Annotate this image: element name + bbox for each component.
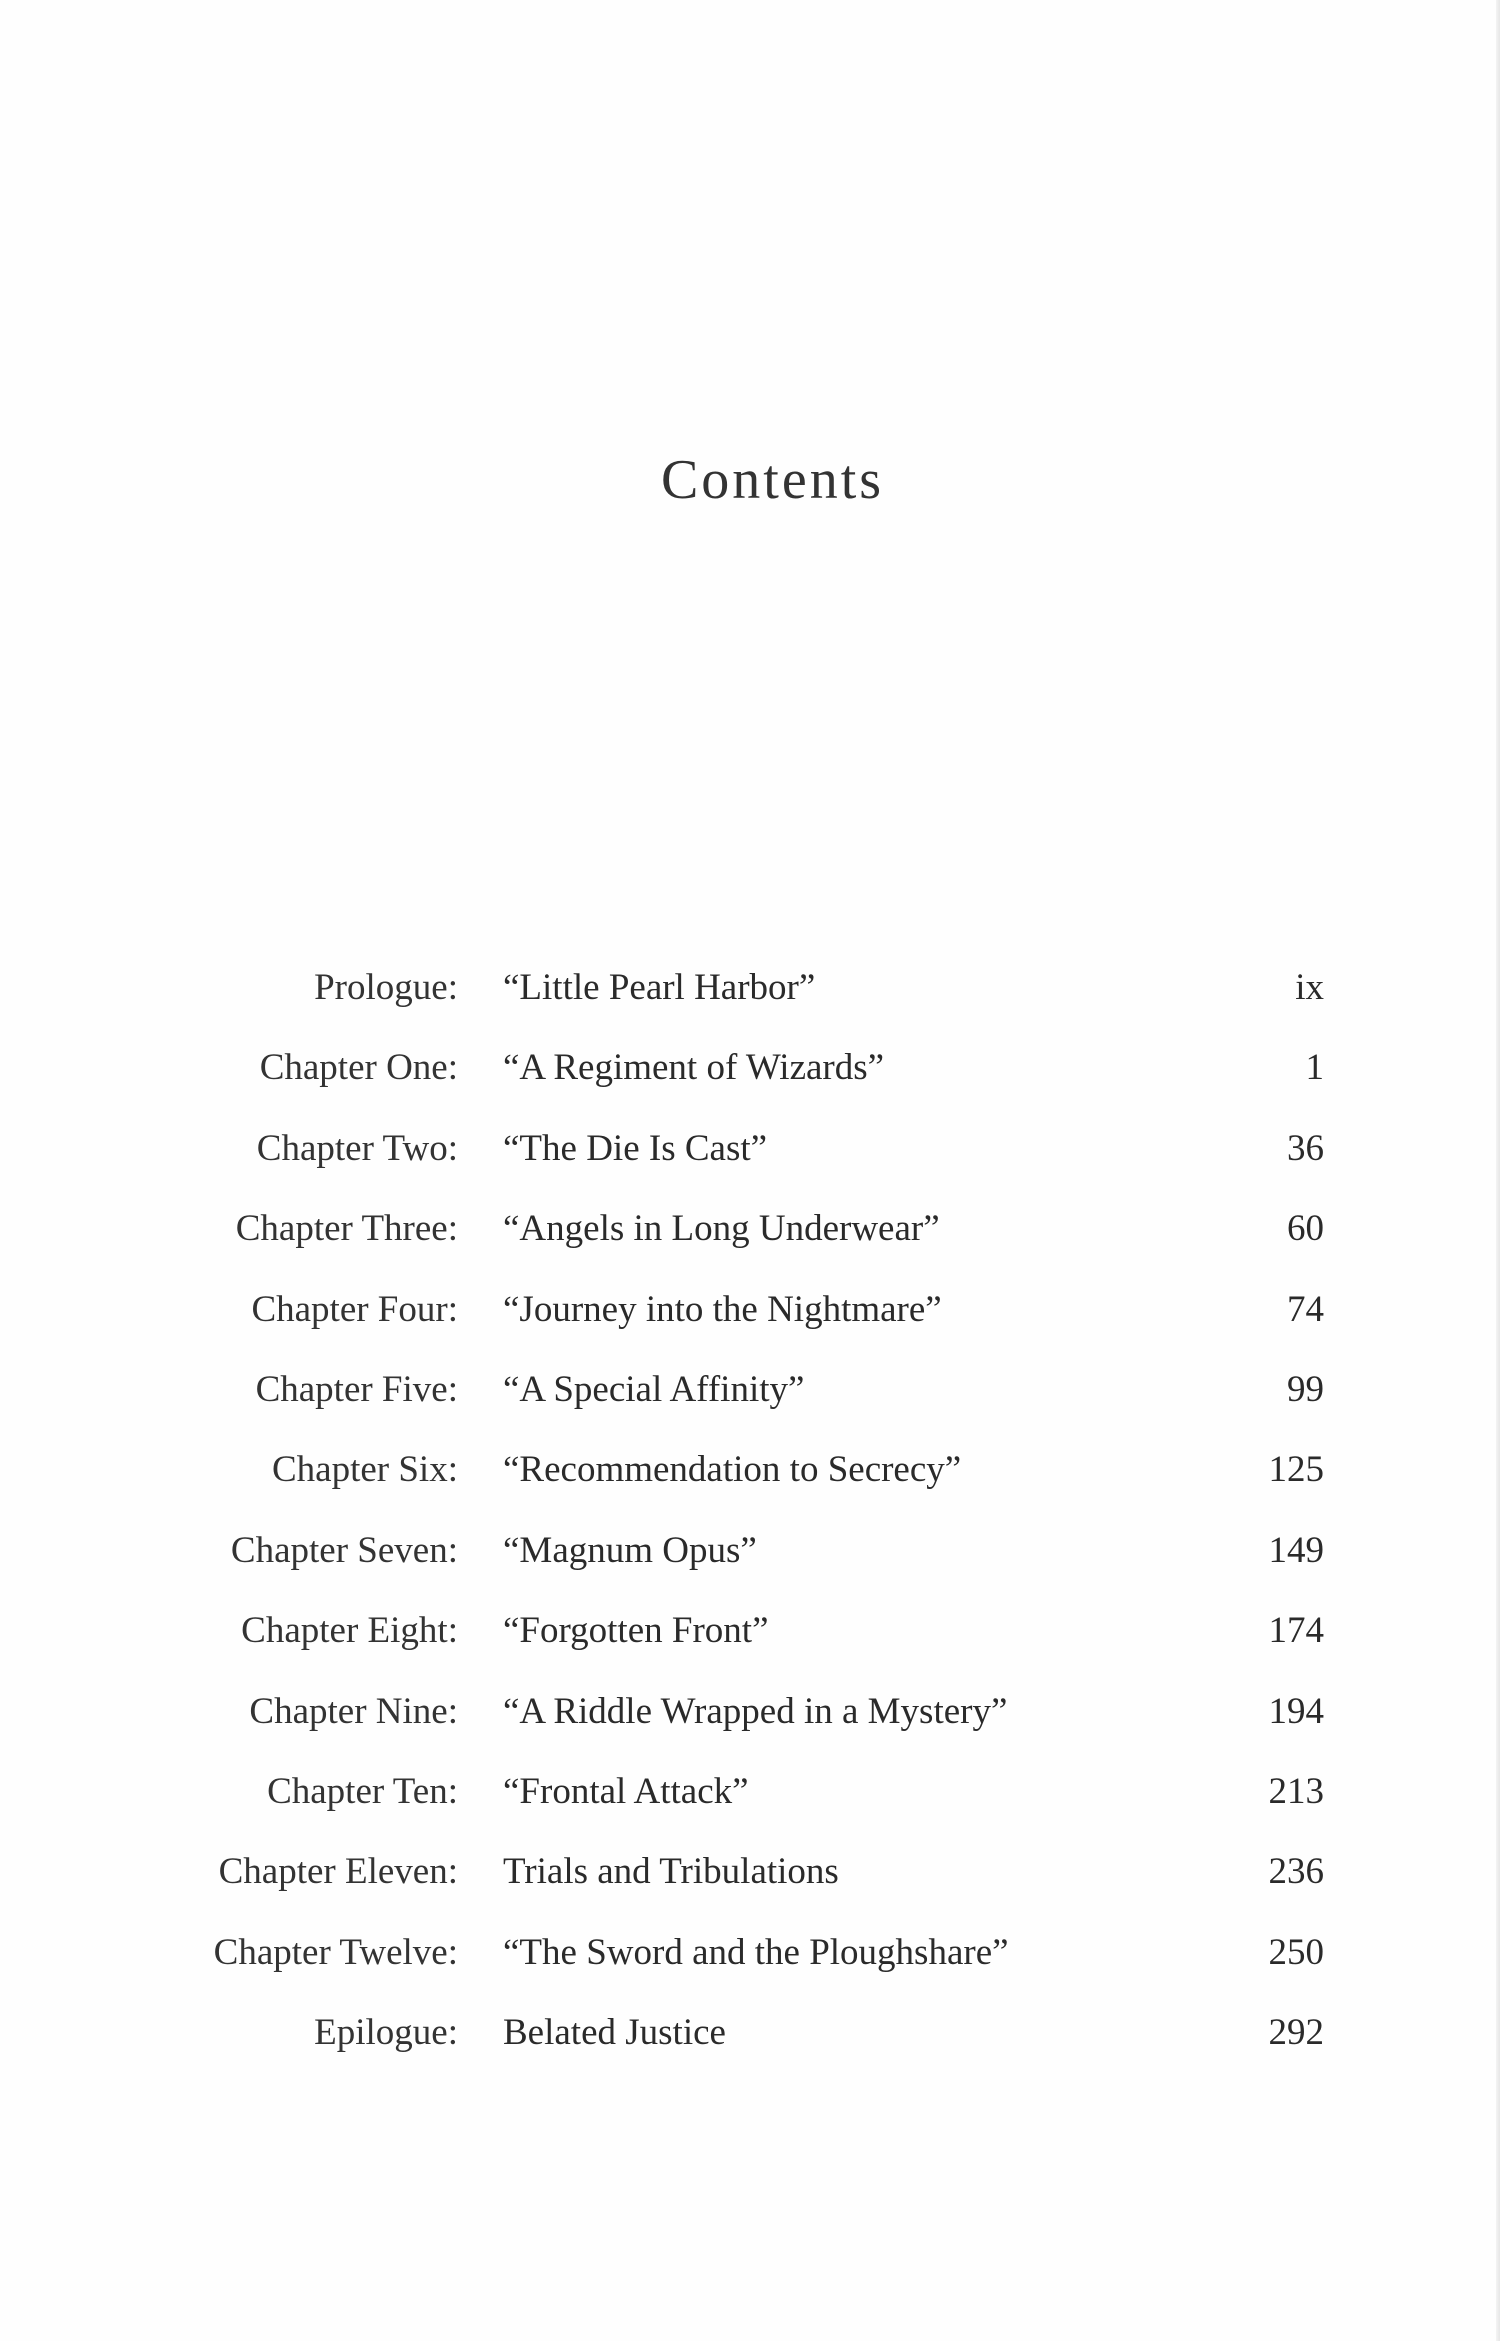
toc-entry-page: 74 [1287,1288,1324,1330]
toc-entry[interactable] [0,1280,1500,1360]
toc-entry-page: 125 [1268,1449,1324,1491]
toc-entry-title: Belated Justice [503,2012,726,2054]
toc-entry-title: “Frontal Attack” [503,1770,749,1812]
toc-entry-label: Chapter Three: [235,1208,458,1250]
toc-entry-title: “Magnum Opus” [503,1529,757,1571]
toc-entry-title: “Journey into the Nightmare” [503,1288,942,1330]
toc-entry-page: 236 [1268,1851,1324,1893]
toc-entry-title: “Recommendation to Secrecy” [503,1449,962,1491]
toc-entry-title: “Forgotten Front” [503,1610,769,1652]
toc-entry-label: Chapter Two: [256,1127,458,1169]
toc-entry-title: “The Sword and the Ploughshare” [503,1931,1009,1973]
toc-entry-label: Chapter Eleven: [218,1851,458,1893]
toc-entry[interactable] [0,1038,1500,1118]
toc-entry[interactable] [0,1601,1500,1681]
toc-entry-page: ix [1295,967,1324,1008]
toc-entry-label: Chapter Six: [271,1449,458,1491]
toc-entry-title: “The Die Is Cast” [503,1127,768,1169]
toc-entry-title: “A Riddle Wrapped in a Mystery” [503,1690,1008,1732]
toc-entry-page: 213 [1268,1770,1324,1812]
toc-entry-label: Chapter Seven: [230,1529,458,1571]
toc-entry-label: Chapter Nine: [249,1690,458,1732]
toc-entry[interactable] [0,1842,1500,1922]
toc-entry-label: Chapter One: [259,1047,458,1089]
toc-entry-page: 292 [1268,2012,1324,2054]
toc-entry-title: “A Regiment of Wizards” [503,1047,885,1089]
toc-entry-page: 250 [1268,1931,1324,1973]
toc-entry-page: 174 [1268,1610,1324,1652]
toc-entry-label: Prologue: [314,967,458,1008]
toc-entry-title: “A Special Affinity” [503,1368,805,1410]
toc-entry-label: Chapter Ten: [267,1770,458,1812]
toc-entry-label: Chapter Twelve: [213,1931,458,1973]
toc-entry[interactable] [0,1923,1500,2003]
toc-entry-label: Epilogue: [314,2012,458,2054]
toc-entry[interactable] [0,958,1500,1038]
toc-entry-page: 149 [1268,1529,1324,1571]
table-of-contents [0,958,1500,2083]
toc-entry-label: Chapter Eight: [241,1610,458,1652]
toc-entry-label: Chapter Four: [251,1288,458,1330]
toc-entry-label: Chapter Five: [255,1368,458,1410]
contents-heading: Contents [660,449,885,511]
toc-entry-page: 36 [1287,1127,1324,1169]
toc-entry-page: 99 [1287,1368,1324,1410]
toc-entry-page: 60 [1287,1208,1324,1250]
toc-entry-page: 1 [1305,1047,1324,1089]
toc-entry[interactable] [0,1360,1500,1440]
toc-entry[interactable] [0,2003,1500,2083]
toc-entry-title: Trials and Tribulations [503,1851,839,1893]
toc-entry[interactable] [0,1440,1500,1520]
toc-entry-title: “Little Pearl Harbor” [503,967,816,1008]
toc-entry[interactable] [0,1521,1500,1601]
toc-entry[interactable] [0,1199,1500,1279]
toc-entry[interactable] [0,1119,1500,1199]
toc-entry-page: 194 [1268,1690,1324,1732]
toc-entry[interactable] [0,1682,1500,1762]
toc-entry[interactable] [0,1762,1500,1842]
toc-entry-title: “Angels in Long Underwear” [503,1208,940,1250]
